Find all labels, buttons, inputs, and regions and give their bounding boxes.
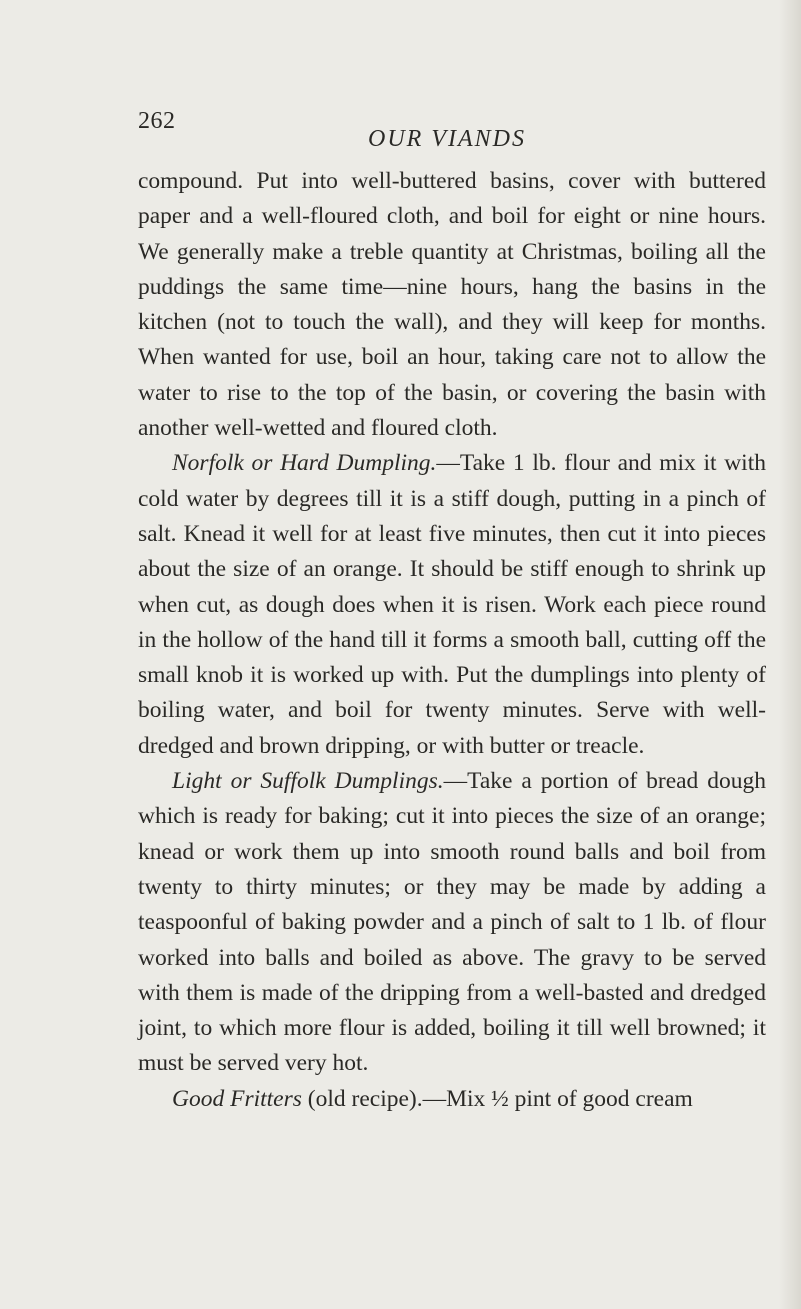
recipe-text: —Take 1 lb. flour and mix it with cold water by degrees till it is a stiff dough, putting in a pinch of salt. Knead it well for at least five minutes, then cut it into pieces about the size of an orange. It should be stiff enough to shrink up when cut, as dough does when it is risen. Work each piece round in the hollow of the hand till it forms a smooth ball, cutting off the small knob it is worked up with. Put the dumplings into plenty of boiling water, and boil for twenty minutes. Serve with well-dredged and brown dripping, or with butter or treacle. [138,450,766,759]
recipe-title: Good Fritters [172,1085,302,1112]
paragraph-text: compound. Put into well-buttered basins, cover with buttered paper and a well-floured cloth, and boil for eight or nine hours. We generally make a treble quantity at Christmas, boiling all the puddings the same time—nine hours, hang the basins in the kitchen (not to touch the wall), and they will keep for months. When wanted for use, boil an hour, taking care not to allow the water to rise to the top of the basin, or covering the basin with another well-wetted and floured cloth. [138,168,766,442]
page-edge-shadow [779,0,801,1309]
page-header [138,100,778,150]
recipe-text: —Take a portion of bread dough which is ready for baking; cut it into pieces the size of an orange; knead or work them up into smooth round balls and boil from twenty to thirty minutes; or they may be made by adding a teaspoonful of baking powder and a pinch of salt to 1 lb. of flour worked into balls and boiled as above. The gravy to be served with them is made of the dripping from a well-basted and dredged joint, to which more flour is added, boiling it till well browned; it must be served very hot. [138,768,766,1077]
recipe-text: (old recipe).—Mix ½ pint of good cream [301,1085,693,1112]
recipe-title: Norfolk or Hard Dumpling. [172,450,437,477]
page-number: 262 [138,108,176,134]
recipe-good-fritters [138,1082,766,1117]
recipe-title: Light or Suffolk Dumplings. [172,768,444,795]
body-text [138,164,766,1117]
paragraph-pudding-continuation [138,164,766,446]
recipe-suffolk-dumplings [138,764,766,1082]
recipe-norfolk-dumpling [138,446,766,764]
running-title: OUR VIANDS [368,126,526,152]
